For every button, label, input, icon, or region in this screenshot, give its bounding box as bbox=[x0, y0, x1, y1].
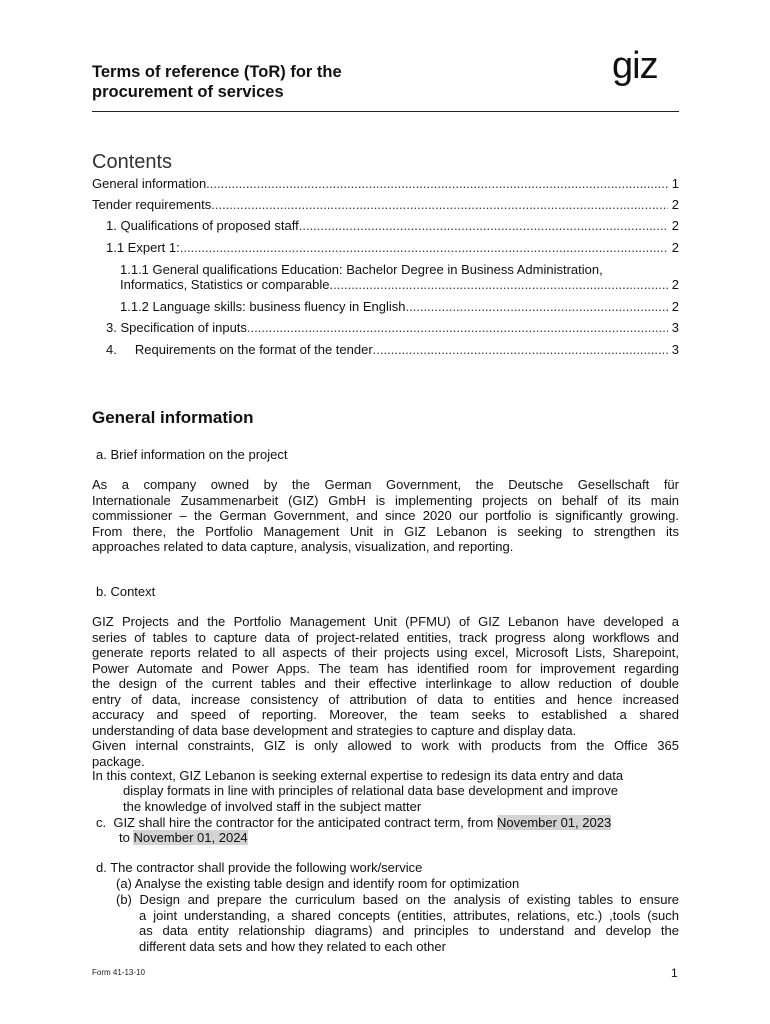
footer-form-number: Form 41-13-10 bbox=[92, 968, 145, 977]
paragraph-project-info: As a company owned by the German Government, the Deutsche Gesellschaft für Internationale Zusammenarbeit (GIZ) GmbH is implementing projects on behalf of its main commissioner – the German Government, and since 2020 our portfolio is significantly growing. From there, the Portfolio Management Unit in GIZ Lebanon is seeking to strengthen its approaches related to data capture, analysis, visualization, and reporting. bbox=[92, 477, 679, 554]
subsection-b-label: b. Context bbox=[96, 584, 156, 599]
work-item-a: (a) Analyse the existing table design and identify room for optimization bbox=[116, 876, 520, 891]
title-line-1: Terms of reference (ToR) for the bbox=[92, 63, 342, 81]
contract-start-date: November 01, 2023 bbox=[497, 815, 612, 830]
header-divider bbox=[92, 111, 679, 112]
context-line-1: In this context, GIZ Lebanon is seeking external expertise to redesign its data entry and data bbox=[92, 768, 624, 783]
subsection-d-label: d. The contractor shall provide the following work/service bbox=[96, 860, 423, 875]
toc-entry-format-of-tender[interactable]: 4. Requirements on the format of the tender ..... 3 bbox=[106, 342, 679, 358]
subsection-a-label: a. Brief information on the project bbox=[96, 447, 288, 462]
contract-end-date: November 01, 2024 bbox=[133, 830, 248, 845]
toc-entry-expert-1[interactable]: 1.1 Expert 1: ..... 2 bbox=[106, 240, 679, 256]
toc-entry-qualifications[interactable]: 1. Qualifications of proposed staff ..... 2 bbox=[106, 218, 679, 234]
toc-entry-language-skills[interactable]: 1.1.2 Language skills: business fluency in English ..... 2 bbox=[120, 299, 679, 315]
toc-entry-general-qualifications-cont[interactable]: Informatics, Statistics or comparable. ..... 2 bbox=[120, 277, 679, 293]
document-title bbox=[92, 62, 512, 102]
context-line-3: the knowledge of involved staff in the subject matter bbox=[123, 799, 422, 814]
footer-page-number: 1 bbox=[671, 966, 678, 980]
toc-entry-general-information[interactable]: General information ..... 1 bbox=[92, 176, 679, 192]
title-line-2: procurement of services bbox=[92, 83, 284, 101]
toc-entry-tender-requirements[interactable]: Tender requirements ..... 2 bbox=[92, 197, 679, 213]
giz-logo: giz bbox=[612, 45, 658, 87]
toc-entry-general-qualifications[interactable]: 1.1.1 General qualifications Education: Bachelor Degree in Business Administration, bbox=[120, 262, 603, 277]
contents-heading: Contents bbox=[92, 151, 173, 173]
subsection-c-contract-term: c. GIZ shall hire the contractor for the anticipated contract term, from November 01, 2023 bbox=[96, 815, 612, 830]
paragraph-context: GIZ Projects and the Portfolio Management Unit (PFMU) of GIZ Lebanon have developed a series of tables to capture data of project-related entities, track progress along workflows and generate reports related to all aspects of their projects using excel, Microsoft Lists, Sharepoint, Power Automate and Power Apps. The team has identified room for improvement regarding the design of the current tables and their effective interlinkage to allow reduction of double entry of data, increase consistency of attribution of data to entities and hence increased accuracy and speed of reporting. Moreover, the team seeks to established a shared understanding of data base development and strategies to capture and display data. Given internal constraints, GIZ is only allowed to work with products from the Office 365 package. bbox=[92, 614, 679, 769]
toc-entry-specification-of-inputs[interactable]: 3. Specification of inputs ..... 3 bbox=[106, 320, 679, 336]
subsection-c-contract-end: to November 01, 2024 bbox=[119, 830, 248, 845]
section-heading-general-information: General information bbox=[92, 408, 254, 427]
work-item-b: (b) Design and prepare the curriculum based on the analysis of existing tables to ensure a joint understanding, a shared concepts (entities, attributes, relations, etc.) ,tools (such as data entity relationship diagrams) and principles to understand and develop the different data sets and how they related to each other bbox=[116, 892, 679, 954]
context-line-2: display formats in line with principles of relational data base development and improve bbox=[123, 783, 618, 798]
